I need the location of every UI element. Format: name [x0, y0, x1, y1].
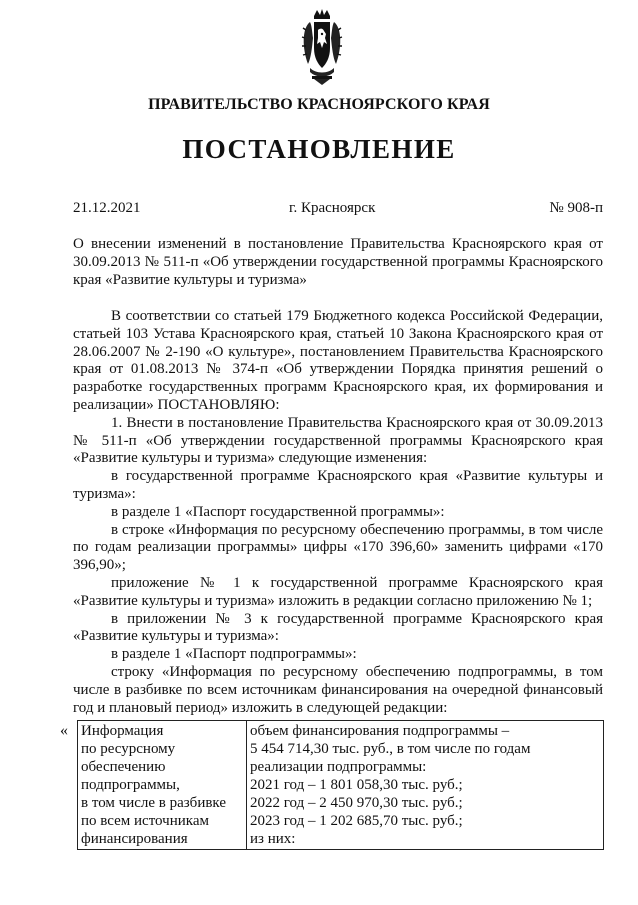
document-body: [73, 308, 603, 717]
paragraph-item-1: 1. Внести в постановление Правительства Красноярского края от 30.09.2013 № 511-п «Об утверждении государственной программы Красноярского края «Развитие культуры и туризма» следующие изменения:: [73, 414, 603, 467]
cell-line: подпрограммы,: [81, 777, 180, 793]
cell-line: Информация: [81, 723, 164, 739]
table-cell-label: [78, 721, 247, 850]
paragraph: строку «Информация по ресурсному обеспечению подпрограммы, в том числе в разбивке по всем источникам финансирования на очередной финансовый год и плановый период» изложить в следующей редакции:: [73, 663, 603, 716]
cell-line: в том числе в разбивке: [81, 795, 226, 811]
cell-line: 2022 год – 2 450 970,30 тыс. руб.;: [250, 795, 463, 811]
cell-line: финансирования: [81, 831, 188, 847]
table-row: [78, 721, 604, 850]
cell-line: по всем источникам: [81, 813, 209, 829]
document-title: ПОСТАНОВЛЕНИЕ: [182, 134, 456, 164]
document-subject: О внесении изменений в постановление Правительства Красноярского края от 30.09.2013 № 511-п «Об утверждении государственной программы Красноярского края «Развитие культуры и туризма»: [73, 236, 603, 288]
document-city: г. Красноярск: [289, 200, 376, 216]
cell-line: реализации подпрограммы:: [250, 759, 427, 775]
cell-line: объем финансирования подпрограммы –: [250, 723, 510, 739]
cell-line: из них:: [250, 831, 296, 847]
paragraph: в строке «Информация по ресурсному обеспечению программы, в том числе по годам реализации программы» цифры «170 396,60» заменить цифрами «170 396,90»;: [73, 521, 603, 574]
cell-line: по ресурсному: [81, 741, 176, 757]
cell-line: 5 454 714,30 тыс. руб., в том числе по годам: [250, 741, 531, 757]
paragraph: в государственной программе Красноярского края «Развитие культуры и туризма»:: [73, 468, 603, 502]
funding-info-table: [77, 720, 604, 850]
paragraph-preamble: В соответствии со статьей 179 Бюджетного кодекса Российской Федерации, статьей 103 Устава Красноярского края, статьей 10 Закона Красноярского края от 28.06.2007 № 2-190 «О культуре», постановлением Правительства Красноярского края от 01.08.2013 № 374-п «Об утверждении Порядка принятия решений о разработке государственных программ Красноярского края, их формирования и реализации» ПОСТАНОВЛЯЮ:: [73, 308, 603, 413]
cell-line: 2021 год – 1 801 058,30 тыс. руб.;: [250, 777, 463, 793]
paragraph: в разделе 1 «Паспорт подпрограммы»:: [111, 646, 357, 663]
document-number: № 908-п: [549, 200, 603, 216]
government-heading: ПРАВИТЕЛЬСТВО КРАСНОЯРСКОГО КРАЯ: [148, 96, 490, 113]
paragraph: в разделе 1 «Паспорт государственной программы»:: [111, 503, 445, 520]
cell-line: обеспечению: [81, 759, 166, 775]
open-quote-mark: «: [60, 722, 68, 739]
paragraph: в приложении № 3 к государственной программе Красноярского края «Развитие культуры и туризма»:: [73, 610, 603, 645]
paragraph: приложение № 1 к государственной программе Красноярского края «Развитие культуры и туризма» изложить в редакции согласно приложению № 1;: [73, 574, 603, 609]
table-cell-value: [247, 721, 604, 850]
coat-of-arms-icon: [300, 8, 344, 86]
document-date: 21.12.2021: [73, 200, 141, 216]
cell-line: 2023 год – 1 202 685,70 тыс. руб.;: [250, 813, 463, 829]
